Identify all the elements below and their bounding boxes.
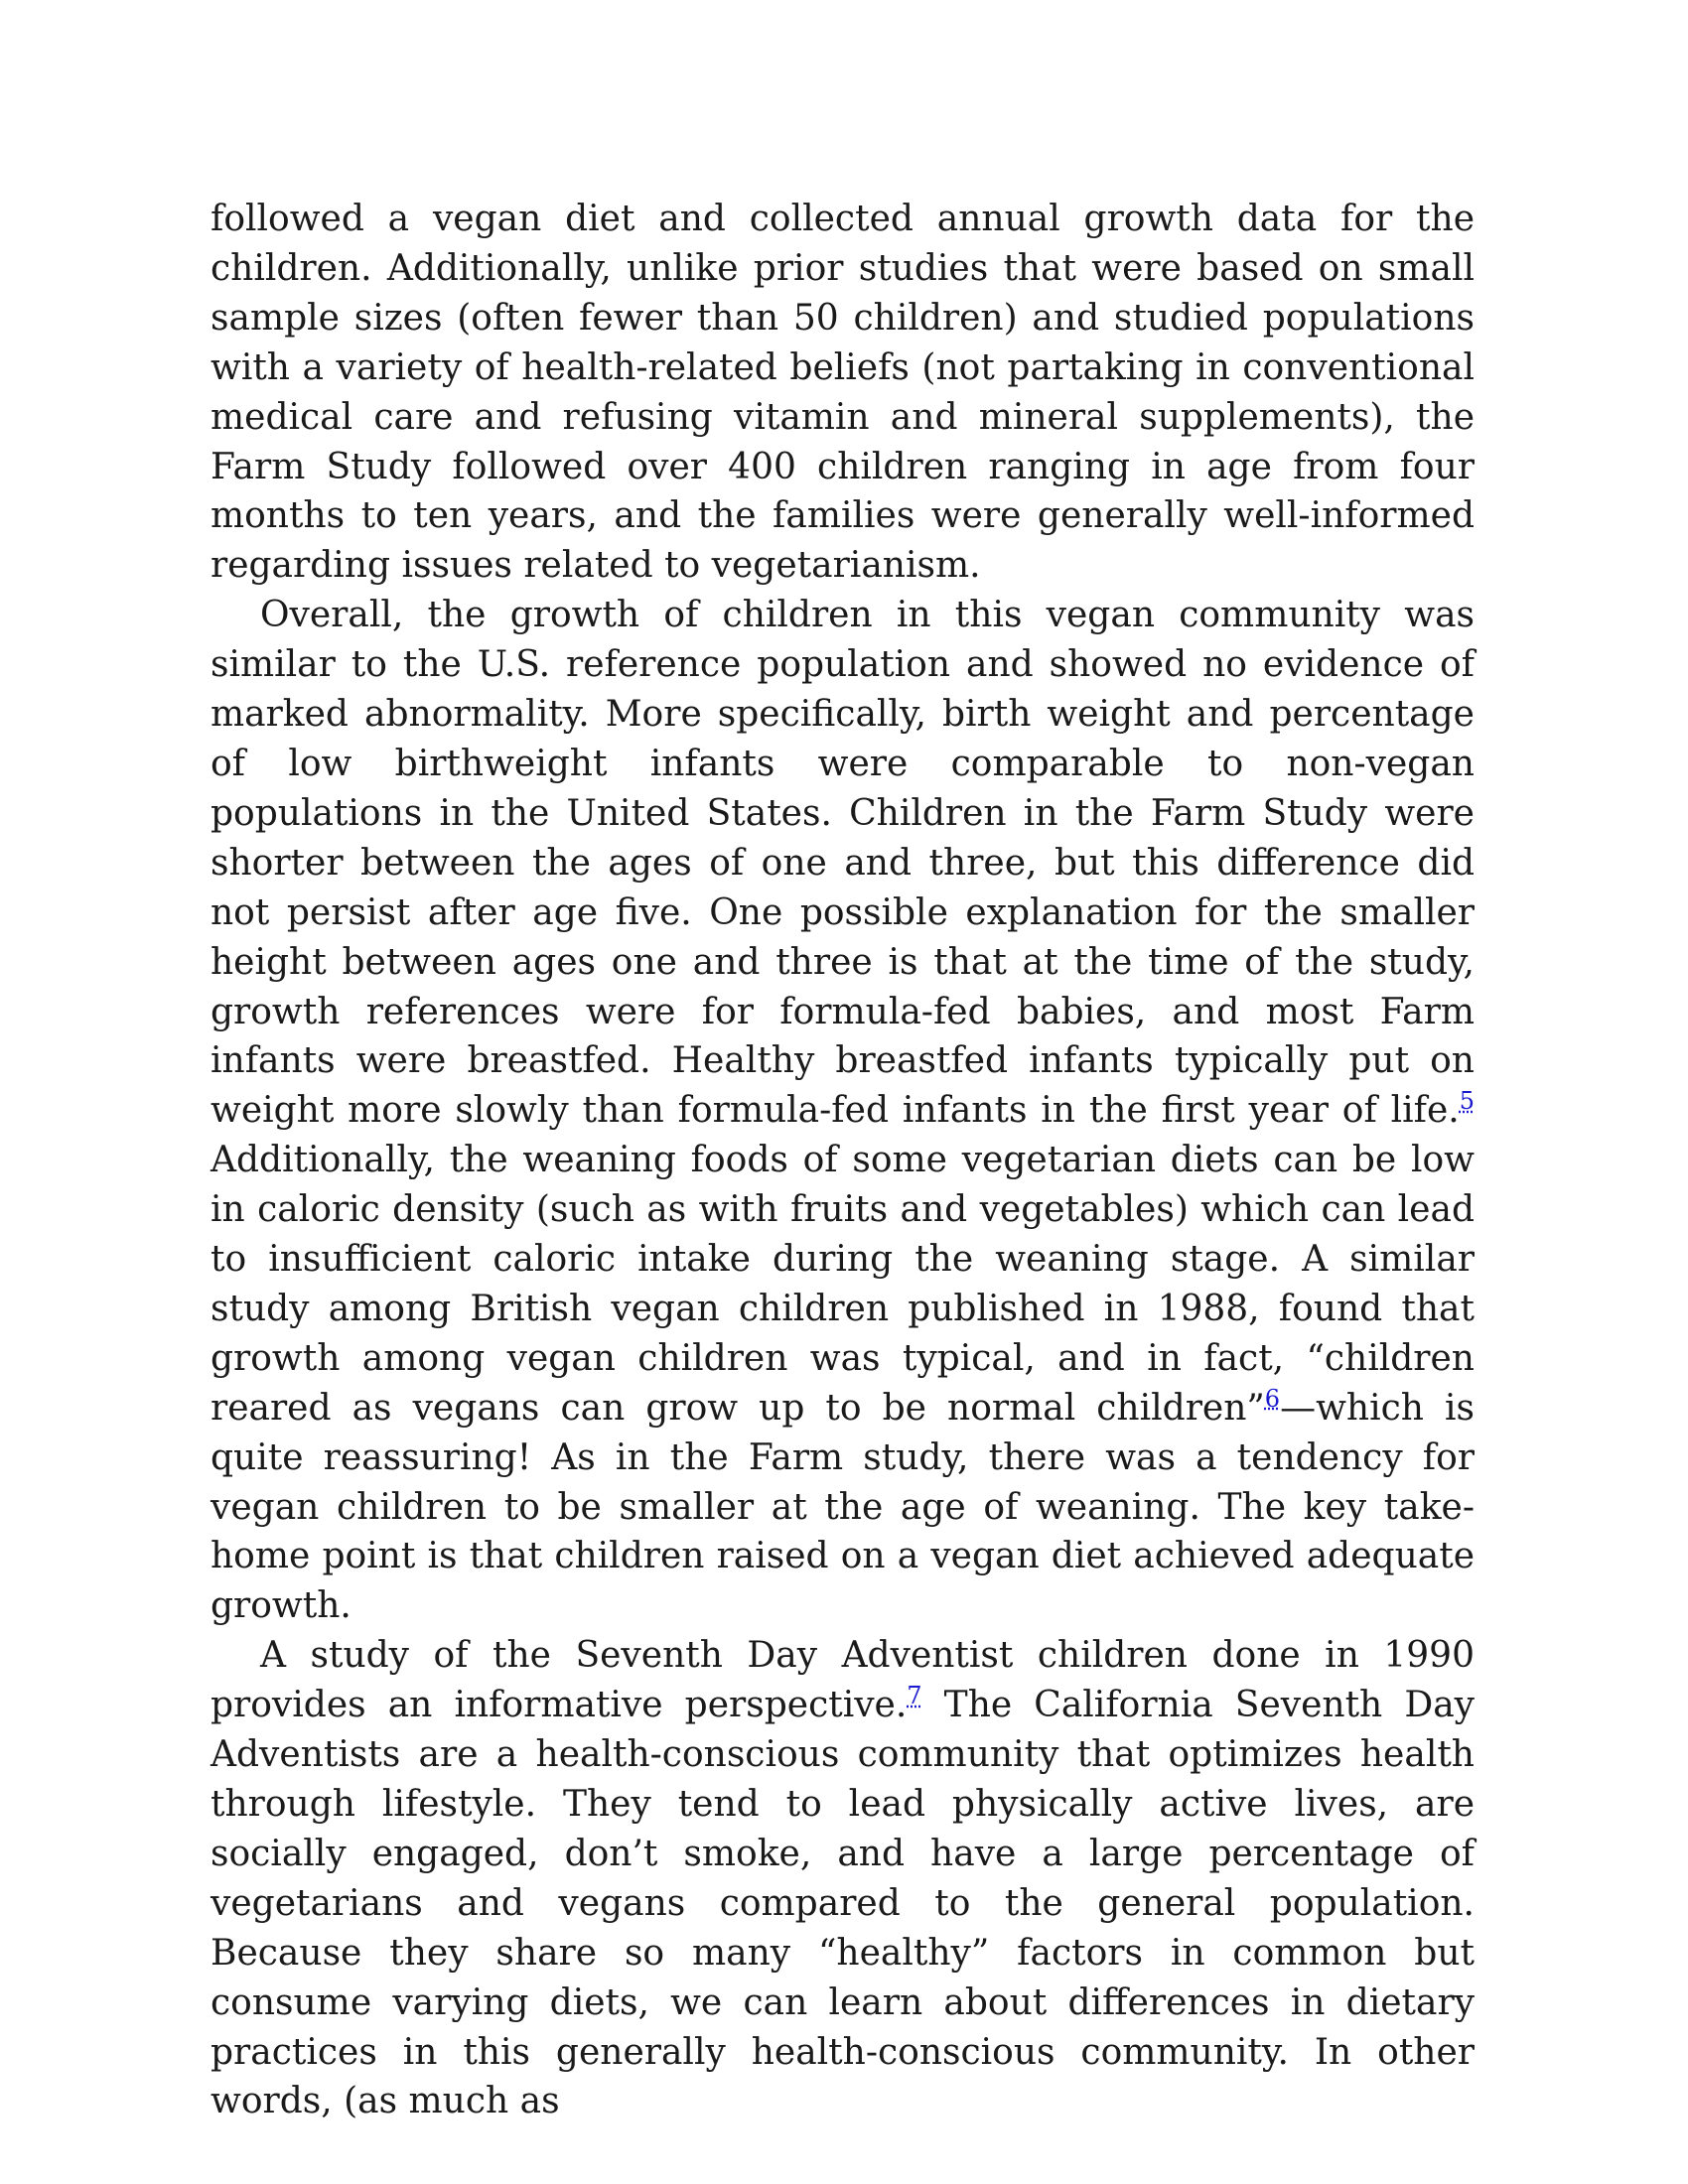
paragraph-2-text-1: Overall, the growth of children in this vegan community was similar to the U.S. reference population and showed no evidence of marked abnormality. More specifically, birth weight and percentage of low birthweight infants were comparable to non-vegan populations in the United States. Children in the Farm Study were shorter between the ages of one and three, but this difference did not persist after age five. One possible explanation for the smaller height between ages one and three is that at the time of the study, growth references were for formula-fed babies, and most Farm infants were breastfed. Healthy breastfed infants typically put on weight more slowly than formula-fed infants in the first year of life.: [211, 595, 1475, 1132]
paragraph-3-text-2: The California Seventh Day Adventists are a health-conscious community that optimizes health through lifestyle. They tend to lead physically active lives, are socially engaged, don’t smoke, and have a large percentage of vegetarians and vegans compared to the general population. Because they share so many “healthy” factors in common but consume varying diets, we can learn about differences in dietary practices in this generally health-conscious community. In other words, (as much as: [211, 1685, 1475, 2122]
paragraph-2-text-2: Additionally, the weaning foods of some vegetarian diets can be low in caloric density (such as with fruits and vegetables) which can lead to insufficient caloric intake during the weaning stage. A similar study among British vegan children published in 1988, found that growth among vegan children was typical, and in fact, “children reared as vegans can grow up to be normal children”: [211, 1140, 1475, 1429]
paragraph-2: [211, 591, 1475, 1631]
paragraph-3-text-1: A study of the Seventh Day Adventist children done in 1990 provides an informative perspective.: [211, 1635, 1475, 1726]
footnote-ref-6[interactable]: 6: [1264, 1384, 1281, 1413]
paragraph-1: [211, 195, 1475, 591]
footnote-ref-5[interactable]: 5: [1459, 1087, 1475, 1116]
paragraph-2-text-3: —which is quite reassuring! As in the Farm study, there was a tendency for vegan children to be smaller at the age of weaning. The key take-home point is that children raised on a vegan diet achieved adequate growth.: [211, 1387, 1475, 1627]
paragraph-3: [211, 1631, 1475, 2126]
paragraph-1-text-1: followed a vegan diet and collected annual growth data for the children. Additionally, unlike prior studies that were based on small sample sizes (often fewer than 50 children) and studied populations with a variety of health-related beliefs (not partaking in conventional medical care and refusing vitamin and mineral supplements), the Farm Study followed over 400 children ranging in age from four months to ten years, and the families were generally well-informed regarding issues related to vegetarianism.: [211, 199, 1475, 587]
footnote-ref-7[interactable]: 7: [907, 1682, 922, 1710]
page-body: [211, 195, 1475, 2126]
